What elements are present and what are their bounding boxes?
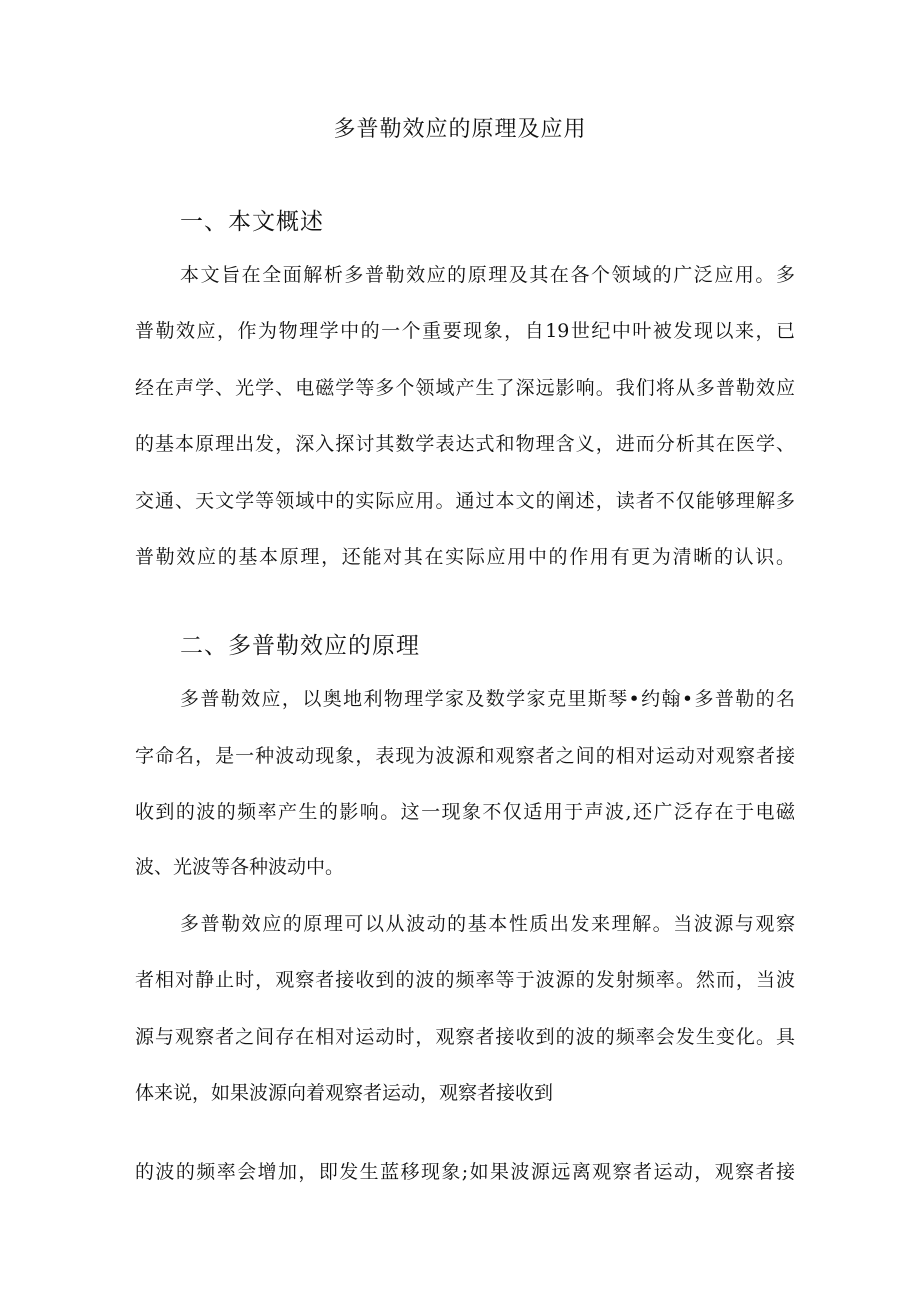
paragraph-line: 的基本原理出发，深入探讨其数学表达式和物理含义，进而分析其在医学、 — [135, 433, 795, 455]
paragraph-line: 普勒效应，作为物理学中的一个重要现象，自19世纪中叶被发现以来，已 — [135, 320, 795, 342]
paragraph-line: 普勒效应的基本原理，还能对其在实际应用中的作用有更为清晰的认识。 — [135, 546, 795, 568]
paragraph-line: 本文旨在全面解析多普勒效应的原理及其在各个领域的广泛应用。多 — [180, 264, 795, 286]
paragraph-line: 经在声学、光学、电磁学等多个领域产生了深远影响。我们将从多普勒效应 — [135, 377, 795, 399]
paragraph-line: 体来说，如果波源向着观察者运动，观察者接收到 — [135, 1082, 554, 1104]
paragraph-line: 字命名，是一种波动现象，表现为波源和观察者之间的相对运动对观察者接 — [135, 745, 795, 767]
paragraph-line: 者相对静止时，观察者接收到的波的频率等于波源的发射频率。然而，当波 — [135, 969, 795, 991]
paragraph-line: 收到的波的频率产生的影响。这一现象不仅适用于声波,还广泛存在于电磁 — [135, 801, 795, 823]
paragraph-line: 的波的频率会增加，即发生蓝移现象;如果波源远离观察者运动，观察者接 — [135, 1161, 795, 1183]
section-heading-overview: 一、本文概述 — [180, 209, 324, 235]
document-title: 多普勒效应的原理及应用 — [333, 117, 587, 142]
paragraph-line: 多普勒效应的原理可以从波动的基本性质出发来理解。当波源与观察 — [180, 913, 795, 935]
paragraph-line: 源与观察者之间存在相对运动时，观察者接收到的波的频率会发生变化。具 — [135, 1026, 795, 1048]
section-heading-principle: 二、多普勒效应的原理 — [180, 633, 420, 659]
paragraph-line: 交通、天文学等领域中的实际应用。通过本文的阐述，读者不仅能够理解多 — [135, 490, 795, 512]
paragraph-line: 波、光波等各种波动中。 — [135, 856, 345, 878]
paragraph-line: 多普勒效应，以奥地利物理学家及数学家克里斯琴•约翰•多普勒的名 — [180, 688, 795, 710]
